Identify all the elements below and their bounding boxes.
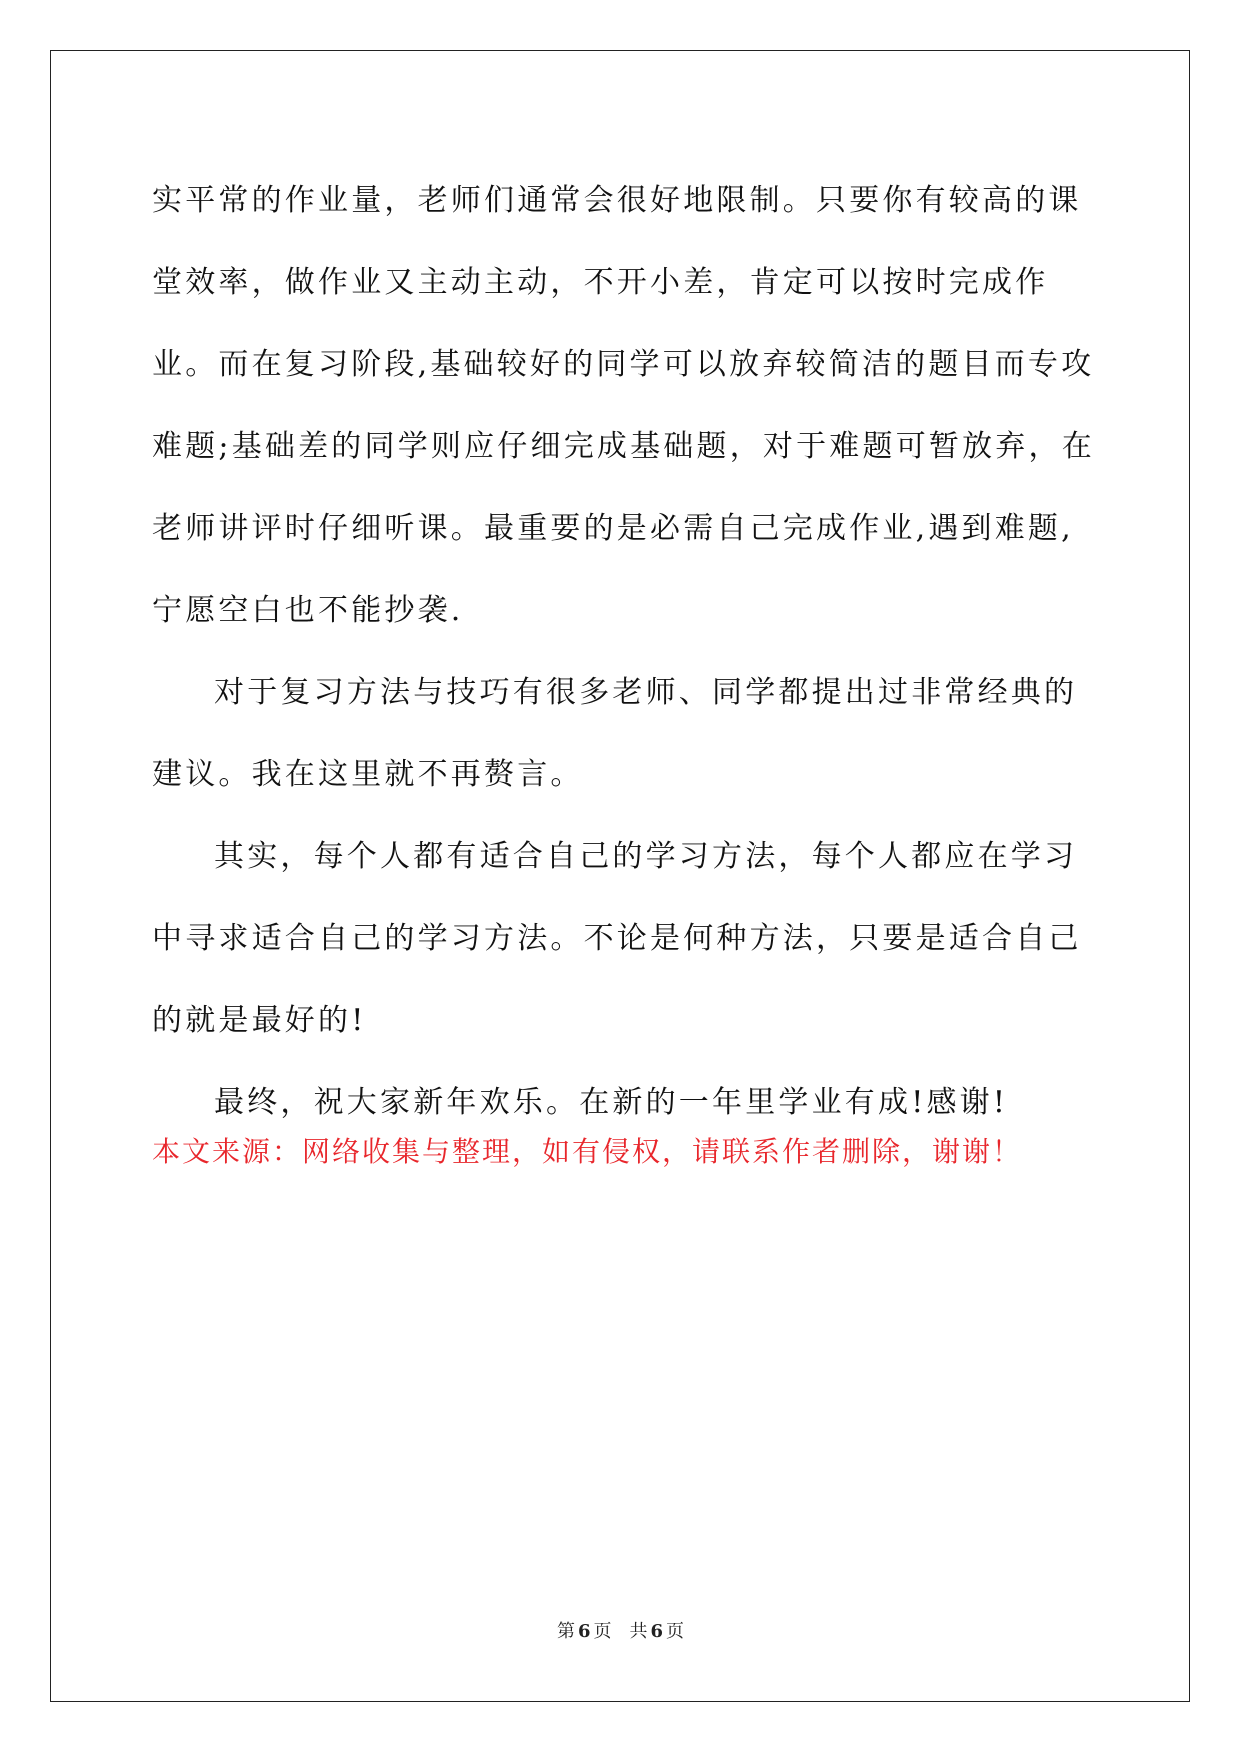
source-note: 本文来源：网络收集与整理，如有侵权，请联系作者删除，谢谢！ <box>152 1135 1023 1168</box>
paragraph-1: 实平常的作业量，老师们通常会很好地限制。只要你有较高的课堂效率，做作业又主动主动，不开小差，肯定可以按时完成作业。而在复习阶段,基础较好的同学可以放弃较简洁的题目而专攻难题;基础差的同学则应仔细完成基础题，对于难题可暂放弃，在老师讲评时仔细听课。最重要的是必需自己完成作业,遇到难题,宁愿空白也不能抄袭. <box>152 183 1095 628</box>
page-number: 6 <box>577 1621 591 1642</box>
page-footer <box>0 1617 1241 1643</box>
total-pages: 6 <box>650 1621 664 1642</box>
paragraph-2: 对于复习方法与技巧有很多老师、同学都提出过非常经典的建议。我在这里就不再赘言。 <box>152 675 1078 792</box>
document-body <box>152 160 1102 1144</box>
paragraph-4: 最终，祝大家新年欢乐。在新的一年里学业有成!感谢! <box>214 1085 1009 1120</box>
page-prefix: 第 <box>556 1621 575 1642</box>
total-suffix: 页 <box>666 1621 685 1642</box>
total-prefix: 共 <box>629 1621 648 1642</box>
page-suffix: 页 <box>593 1621 612 1642</box>
paragraph-3: 其实，每个人都有适合自己的学习方法，每个人都应在学习中寻求适合自己的学习方法。不论是何种方法，只要是适合自己的就是最好的! <box>152 839 1082 1038</box>
